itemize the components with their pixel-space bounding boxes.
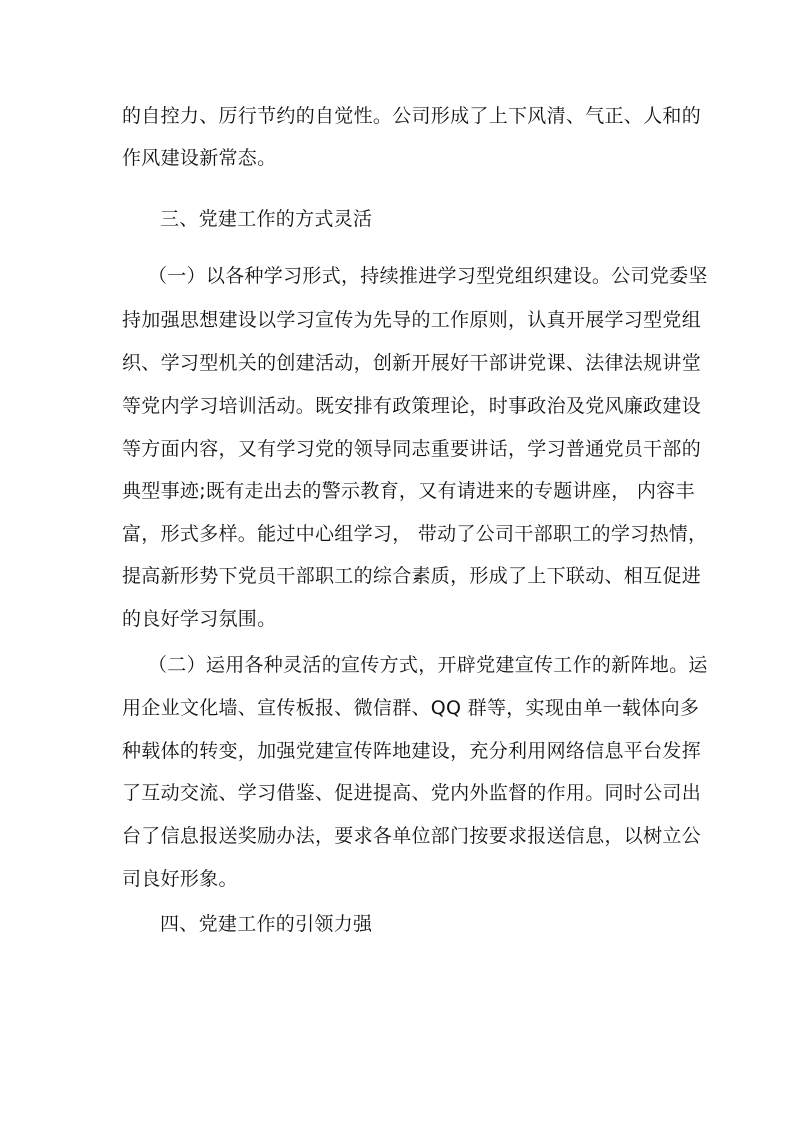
paragraph-1-line	[0, 306, 794, 334]
text-line: 用企业文化墙、宣传板报、微信群、QQ 群等，实现由单一载体向多	[122, 697, 700, 719]
text-line: 作风建设新常态。	[122, 147, 277, 169]
text-line: 种载体的转变，加强党建宣传阵地建设，充分利用网络信息平台发挥	[122, 740, 702, 762]
paragraph-2-line	[0, 779, 794, 807]
heading-text: 四、党建工作的引领力强	[160, 913, 373, 935]
text-line: 等党内学习培训活动。既安排有政策理论，时事政治及党风廉政建设	[122, 395, 702, 417]
paragraph-1-line	[0, 349, 794, 377]
paragraph-1-line	[0, 477, 794, 505]
section-heading-4	[0, 910, 794, 938]
text-line: （一）以各种学习形式，持续推进学习型党组织建设。公司党委坚	[148, 265, 708, 287]
text-line: 台了信息报送奖励办法，要求各单位部门按要求报送信息，以树立公	[122, 825, 702, 847]
paragraph-2-line	[0, 694, 794, 722]
paragraph-1-line	[0, 435, 794, 463]
text-line: 的自控力、厉行节约的自觉性。公司形成了上下风清、气正、人和的	[122, 105, 702, 127]
paragraph-2-line	[0, 865, 794, 893]
paragraph-2-line	[0, 737, 794, 765]
text-line: （二）运用各种灵活的宣传方式，开辟党建宣传工作的新阵地。运	[148, 654, 708, 676]
text-line: 典型事迹;既有走出去的警示教育，又有请进来的专题讲座， 内容丰	[122, 480, 695, 502]
intro-paragraph-line	[0, 144, 794, 172]
paragraph-1-line	[0, 562, 794, 590]
text-line: 了互动交流、学习借鉴、促进提高、党内外监督的作用。同时公司出	[122, 782, 702, 804]
intro-paragraph-line	[0, 102, 794, 130]
paragraph-1-line	[0, 520, 794, 548]
text-line: 富，形式多样。能过中心组学习， 带动了公司干部职工的学习热情，	[122, 523, 708, 545]
text-line: 司良好形象。	[122, 868, 238, 890]
paragraph-2-line	[0, 651, 794, 679]
heading-text: 三、党建工作的方式灵活	[160, 208, 373, 230]
text-line: 等方面内容，又有学习党的领导同志重要讲话，学习普通党员干部的	[122, 438, 702, 460]
text-line: 提高新形势下党员干部职工的综合素质，形成了上下联动、相互促进	[122, 565, 702, 587]
paragraph-1-line	[0, 392, 794, 420]
section-heading-3	[0, 205, 794, 233]
text-line: 织、学习型机关的创建活动，创新开展好干部讲党课、法律法规讲堂	[122, 352, 702, 374]
paragraph-1-line	[0, 605, 794, 633]
text-line: 持加强思想建设以学习宣传为先导的工作原则，认真开展学习型党组	[122, 309, 702, 331]
text-line: 的良好学习氛围。	[122, 608, 277, 630]
paragraph-2-line	[0, 822, 794, 850]
paragraph-1-line	[0, 262, 794, 290]
